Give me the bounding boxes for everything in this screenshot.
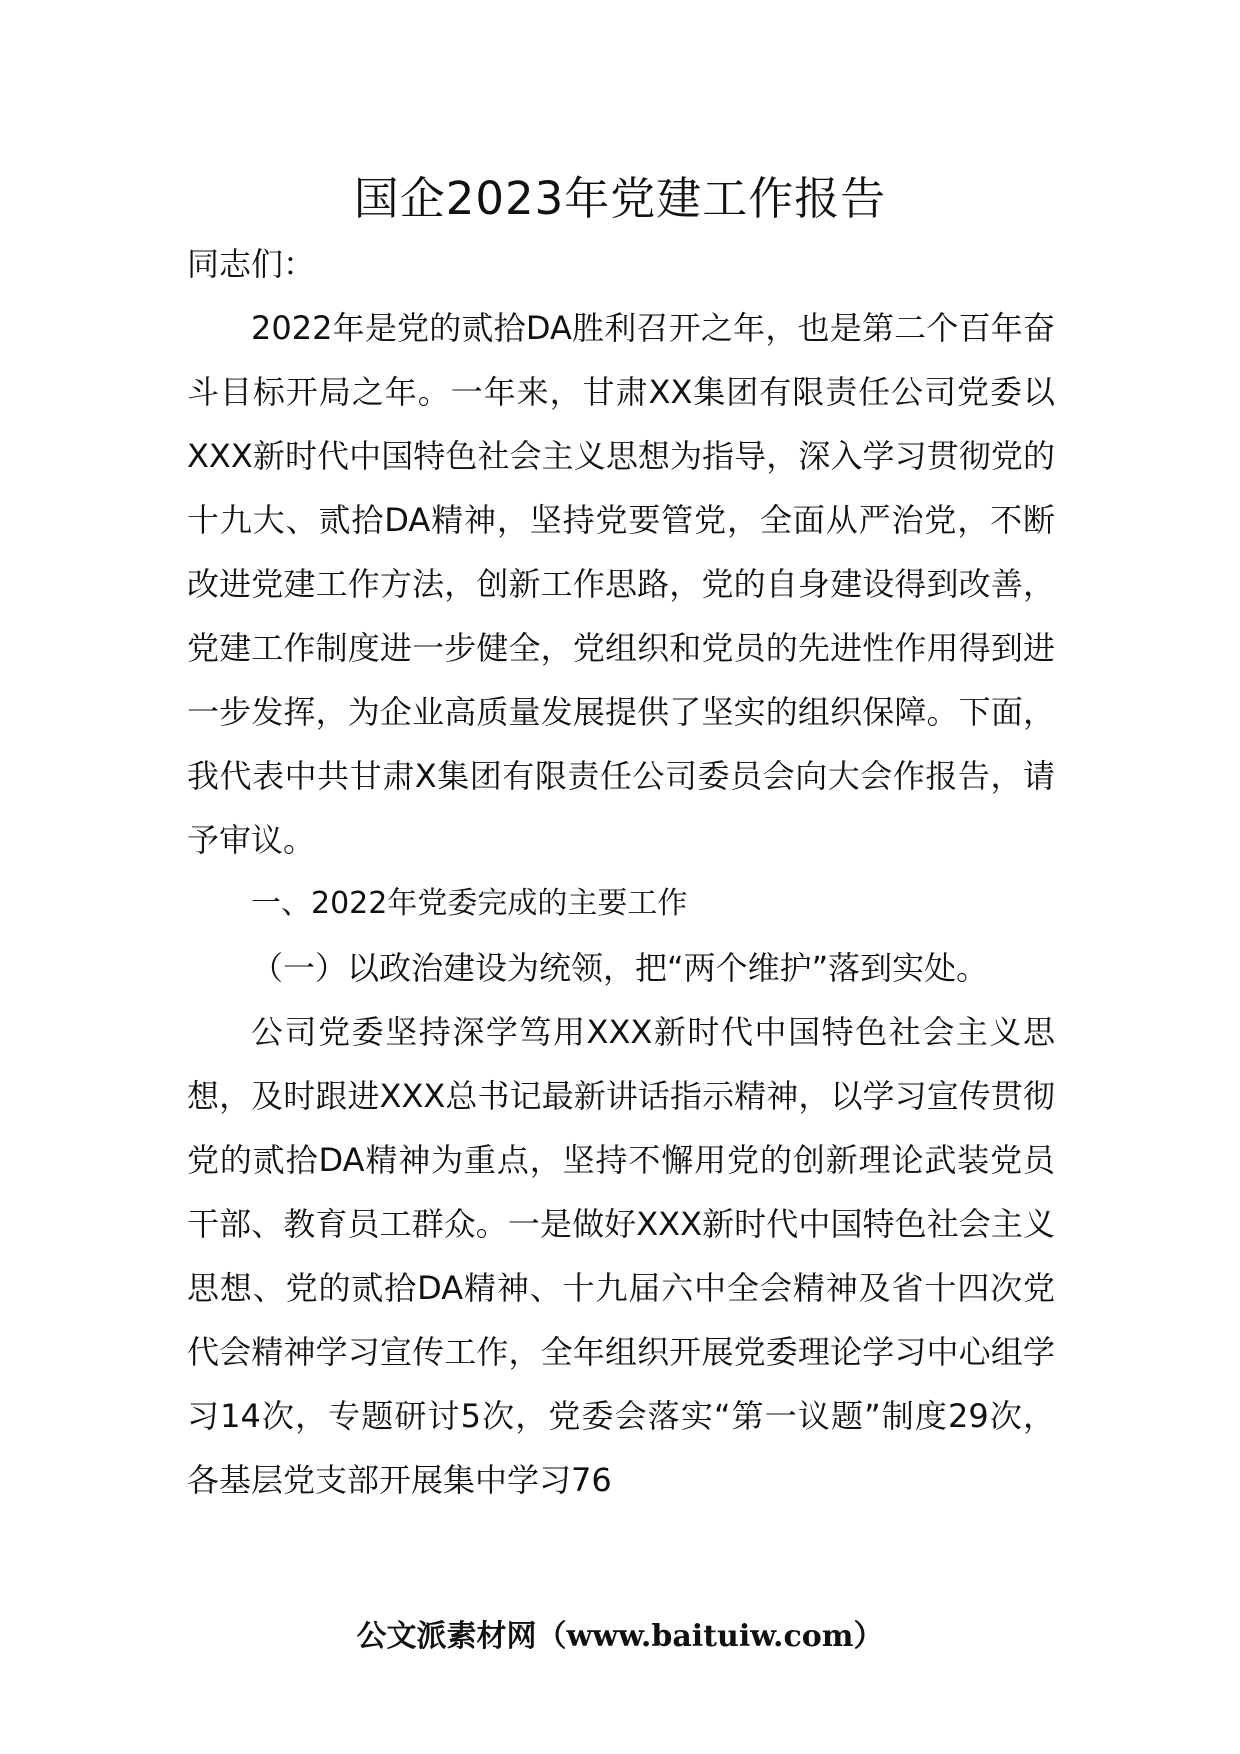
document-title: 国企2023年党建工作报告	[353, 172, 887, 225]
source-watermark: 公文派素材网（www.baituiw.com）	[356, 1619, 884, 1654]
document-body	[187, 232, 1055, 1512]
subsection-heading: （一）以政治建设为统领，把“两个维护”落到实处。	[251, 949, 989, 987]
section-heading: 一、2022年党委完成的主要工作	[251, 886, 688, 921]
paragraph-political-study: 公司党委坚持深学笃用XXX新时代中国特色社会主义思想，及时跟进XXX总书记最新讲话指示精神，以学习宣传贯彻党的贰拾DA精神为重点，坚持不懈用党的创新理论武装党员干部、教育员工群众。一是做好XXX新时代中国特色社会主义思想、党的贰拾DA精神、十九届六中全会精神及省十四次党代会精神学习宣传工作，全年组织开展党委理论学习中心组学习14次，专题研讨5次，党委会落实“第一议题”制度29次，各基层党支部开展集中学习76	[187, 1013, 1055, 1499]
paragraph-intro: 2022年是党的贰拾DA胜利召开之年，也是第二个百年奋斗目标开局之年。一年来，甘肃XX集团有限责任公司党委以XXX新时代中国特色社会主义思想为指导，深入学习贯彻党的十九大、贰拾DA精神，坚持党要管党，全面从严治党，不断改进党建工作方法，创新工作思路，党的自身建设得到改善，党建工作制度进一步健全，党组织和党员的先进性作用得到进一步发挥，为企业高质量发展提供了坚实的组织保障。下面，我代表中共甘肃X集团有限责任公司委员会向大会作报告，请予审议。	[187, 309, 1055, 859]
salutation: 同志们：	[187, 245, 316, 283]
